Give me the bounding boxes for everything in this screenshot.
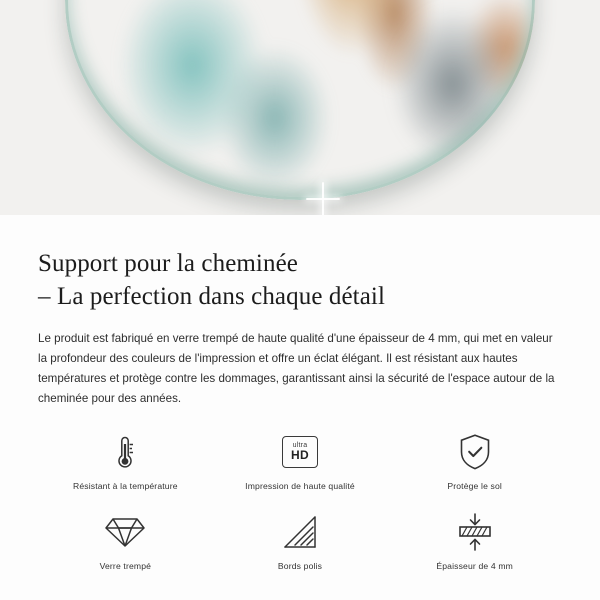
- diamond-icon: [105, 511, 145, 553]
- headline-line-1: Support pour la cheminée: [38, 250, 298, 277]
- shield-check-icon: [458, 431, 492, 473]
- feature-label: Protège le sol: [447, 480, 502, 491]
- feature-grid: [38, 425, 562, 579]
- feature-floor-protection: [387, 425, 562, 499]
- feature-label: Résistant à la température: [72, 480, 178, 491]
- ultra-hd-top-text: ultra: [292, 442, 308, 450]
- feature-polished-edges: [213, 505, 388, 579]
- feature-label: Bords polis: [277, 560, 323, 571]
- ultra-hd-bottom-text: HD: [291, 448, 309, 463]
- hero-image: [0, 0, 600, 215]
- headline-line-2: – La perfection dans chaque détail: [38, 283, 385, 310]
- round-tempered-glass-panel: [65, 0, 535, 200]
- description-paragraph: Le produit est fabriqué en verre trempé de haute qualité d'une épaisseur de 4 mm, qui met en valeur la profondeur des couleurs de l'impression et offre un éclat élégant. Il est résistant aux hautes températures et protège contre les dommages, garantissant ainsi la sécurité de l'espace autour de la cheminée pour des années.: [38, 332, 555, 405]
- page-title: [38, 247, 562, 313]
- feature-temperature-resistant: [38, 425, 213, 499]
- ultra-hd-icon: [282, 431, 318, 473]
- thickness-arrows-icon: [455, 511, 495, 553]
- feature-high-quality-print: [213, 425, 388, 499]
- text-content: [0, 215, 600, 579]
- feature-thickness: [387, 505, 562, 579]
- feature-label: Verre trempé: [99, 560, 152, 571]
- thermometer-icon: [113, 431, 137, 473]
- feature-label: Impression de haute qualité: [245, 480, 355, 491]
- polished-edges-icon: [283, 511, 317, 553]
- feature-label: Épaisseur de 4 mm: [436, 560, 513, 571]
- feature-tempered-glass: [38, 505, 213, 579]
